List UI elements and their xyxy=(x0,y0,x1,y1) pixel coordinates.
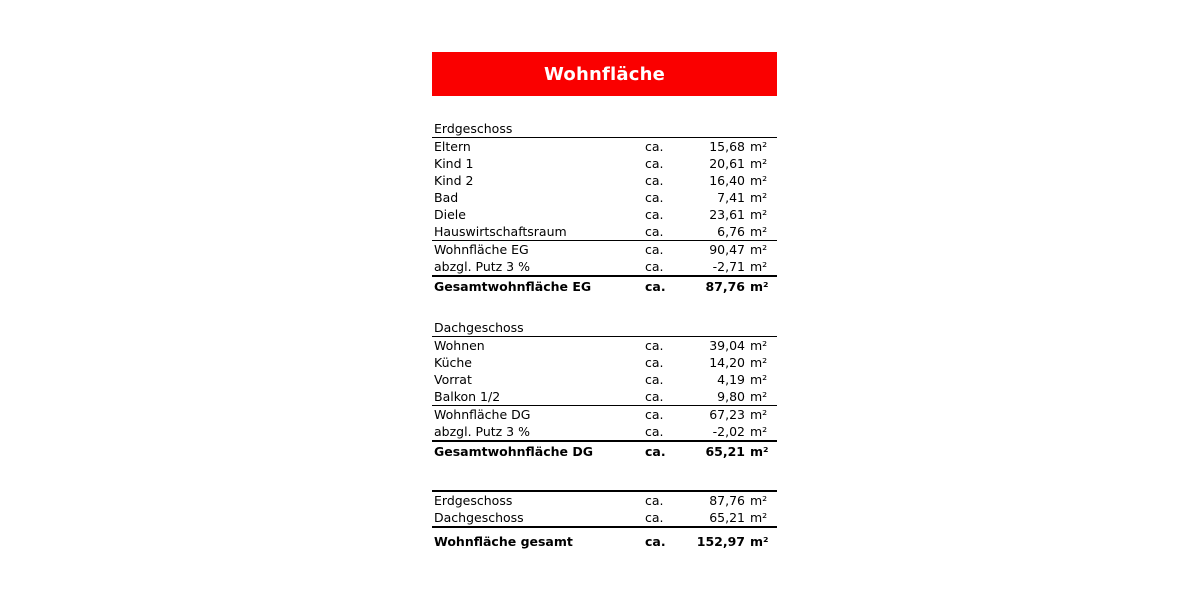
row-label: Wohnfläche EG xyxy=(434,242,529,257)
room-rows xyxy=(432,138,777,241)
table-row xyxy=(432,172,777,189)
table-row xyxy=(432,155,777,172)
row-value: -2,71 xyxy=(712,259,745,274)
row-unit: m² xyxy=(750,510,768,525)
page-title: Wohnfläche xyxy=(543,63,666,85)
row-ca: ca. xyxy=(645,372,664,387)
row-label: Bad xyxy=(434,190,459,205)
row-unit: m² xyxy=(750,534,769,549)
row-unit: m² xyxy=(750,207,768,222)
row-value: 39,04 xyxy=(709,338,745,353)
row-label: Dachgeschoss xyxy=(434,510,524,525)
row-label: Wohnfläche gesamt xyxy=(434,534,573,549)
table-row xyxy=(432,138,777,155)
section-header: Dachgeschoss xyxy=(432,320,777,337)
row-ca: ca. xyxy=(645,224,664,239)
table-row xyxy=(432,241,777,258)
row-unit: m² xyxy=(750,444,769,459)
section-erdgeschoss xyxy=(432,121,777,295)
row-unit: m² xyxy=(750,190,768,205)
summary-rows xyxy=(432,490,777,528)
row-unit: m² xyxy=(750,424,768,439)
table-row xyxy=(432,509,777,526)
subtotal-rows xyxy=(432,406,777,442)
row-unit: m² xyxy=(750,389,768,404)
row-value: 9,80 xyxy=(717,389,745,404)
row-value: 90,47 xyxy=(709,242,745,257)
row-unit: m² xyxy=(750,173,768,188)
row-label: Vorrat xyxy=(434,372,472,387)
room-rows xyxy=(432,337,777,406)
row-label: Erdgeschoss xyxy=(434,493,513,508)
row-label: Eltern xyxy=(434,139,471,154)
row-label: abzgl. Putz 3 % xyxy=(434,259,530,274)
row-unit: m² xyxy=(750,156,768,171)
table-row xyxy=(432,189,777,206)
row-ca: ca. xyxy=(645,139,664,154)
row-value: 65,21 xyxy=(705,444,745,459)
table-row xyxy=(432,406,777,423)
row-label: Küche xyxy=(434,355,472,370)
row-unit: m² xyxy=(750,279,769,294)
row-value: 15,68 xyxy=(709,139,745,154)
total-row xyxy=(432,278,777,295)
section-header: Erdgeschoss xyxy=(432,121,777,138)
row-unit: m² xyxy=(750,139,768,154)
table-row xyxy=(432,206,777,223)
document-content xyxy=(432,52,777,550)
section-summary xyxy=(432,490,777,550)
row-unit: m² xyxy=(750,242,768,257)
row-value: 4,19 xyxy=(717,372,745,387)
row-label: Kind 2 xyxy=(434,173,474,188)
row-unit: m² xyxy=(750,407,768,422)
row-ca: ca. xyxy=(645,407,664,422)
row-ca: ca. xyxy=(645,207,664,222)
row-value: 87,76 xyxy=(705,279,745,294)
row-ca: ca. xyxy=(645,510,664,525)
table-row xyxy=(432,223,777,240)
title-bar xyxy=(432,52,777,96)
table-row xyxy=(432,492,777,509)
row-value: -2,02 xyxy=(712,424,745,439)
row-value: 152,97 xyxy=(696,534,745,549)
row-value: 16,40 xyxy=(709,173,745,188)
total-row xyxy=(432,443,777,460)
row-label: Hauswirtschaftsraum xyxy=(434,224,567,239)
row-value: 65,21 xyxy=(709,510,745,525)
row-label: Kind 1 xyxy=(434,156,474,171)
row-ca: ca. xyxy=(645,424,664,439)
row-value: 14,20 xyxy=(709,355,745,370)
row-unit: m² xyxy=(750,224,768,239)
row-label: Gesamtwohnfläche EG xyxy=(434,279,592,294)
table-row xyxy=(432,258,777,275)
row-label: Wohnen xyxy=(434,338,485,353)
row-ca: ca. xyxy=(645,173,664,188)
row-ca: ca. xyxy=(645,444,666,459)
row-value: 87,76 xyxy=(709,493,745,508)
table-row xyxy=(432,423,777,440)
row-ca: ca. xyxy=(645,355,664,370)
table-row xyxy=(432,371,777,388)
row-ca: ca. xyxy=(645,156,664,171)
row-value: 7,41 xyxy=(717,190,745,205)
table-row xyxy=(432,388,777,405)
table-row xyxy=(432,354,777,371)
row-ca: ca. xyxy=(645,493,664,508)
row-ca: ca. xyxy=(645,389,664,404)
row-ca: ca. xyxy=(645,242,664,257)
row-label: abzgl. Putz 3 % xyxy=(434,424,530,439)
row-value: 6,76 xyxy=(717,224,745,239)
row-unit: m² xyxy=(750,493,768,508)
subtotal-rows xyxy=(432,241,777,277)
section-dachgeschoss xyxy=(432,320,777,460)
row-unit: m² xyxy=(750,338,768,353)
row-value: 20,61 xyxy=(709,156,745,171)
row-ca: ca. xyxy=(645,259,664,274)
row-label: Diele xyxy=(434,207,466,222)
row-unit: m² xyxy=(750,355,768,370)
row-unit: m² xyxy=(750,259,768,274)
row-label: Gesamtwohnfläche DG xyxy=(434,444,594,459)
row-ca: ca. xyxy=(645,534,666,549)
row-ca: ca. xyxy=(645,279,666,294)
row-value: 67,23 xyxy=(709,407,745,422)
row-ca: ca. xyxy=(645,338,664,353)
grand-total-row xyxy=(432,533,777,550)
row-label: Balkon 1/2 xyxy=(434,389,501,404)
row-unit: m² xyxy=(750,372,768,387)
row-ca: ca. xyxy=(645,190,664,205)
row-label: Wohnfläche DG xyxy=(434,407,531,422)
table-row xyxy=(432,337,777,354)
row-value: 23,61 xyxy=(709,207,745,222)
